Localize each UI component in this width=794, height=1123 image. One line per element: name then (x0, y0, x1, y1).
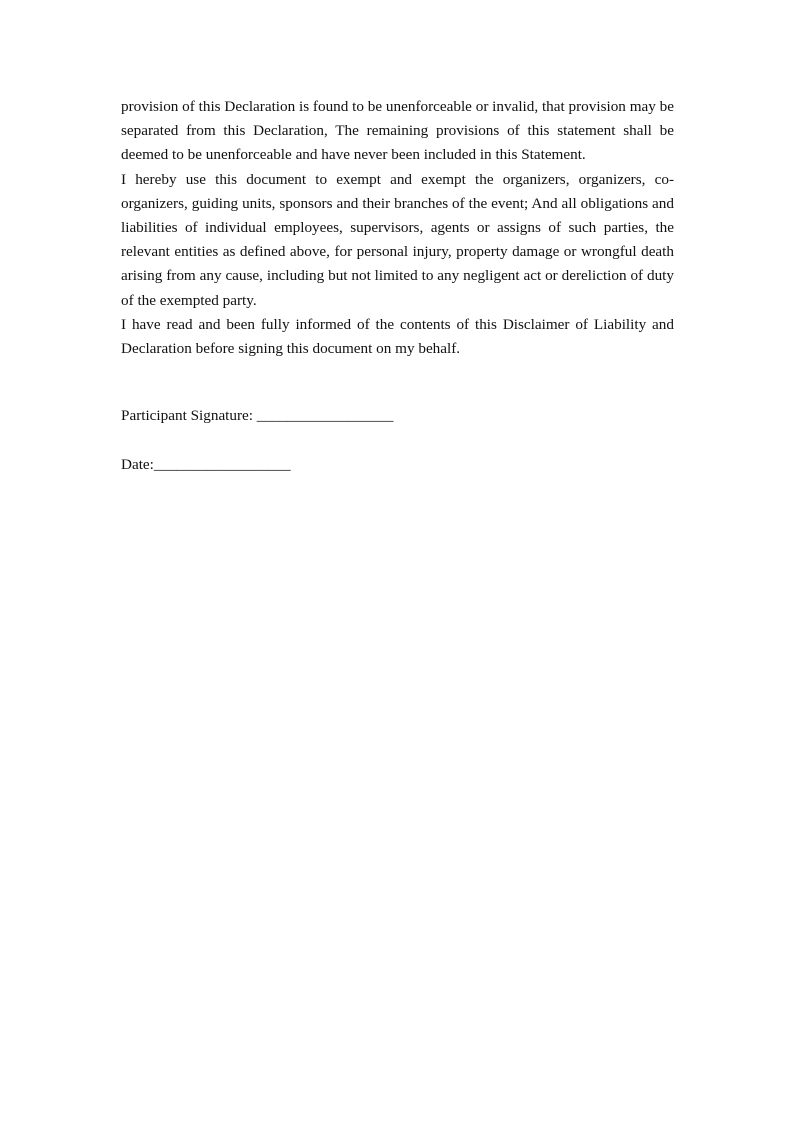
paragraph-acknowledgement: I have read and been fully informed of the contents of this Disclaimer of Liability and Declaration before signing this document on my behalf. (121, 315, 674, 358)
date-line: Date:__________________ (121, 456, 291, 473)
signature-block (121, 404, 674, 477)
declaration-body (121, 95, 674, 361)
paragraph-exemption: I hereby use this document to exempt and exempt the organizers, organizers, co-organizers, guiding units, sponsors and their branches of the event; And all obligations and liabilities of individual employees, supervisors, agents or assigns of such parties, the relevant entities as defined above, for personal injury, property damage or wrongful death arising from any cause, including but not limited to any negligent act or dereliction of duty of the exempted party. (121, 170, 674, 309)
paragraph-severability: provision of this Declaration is found to be unenforceable or invalid, that provision may be separated from this Declaration, The remaining provisions of this statement shall be deemed to be unenforceable and have never been included in this Statement. (121, 98, 674, 164)
participant-signature-line: Participant Signature: __________________ (121, 407, 394, 424)
